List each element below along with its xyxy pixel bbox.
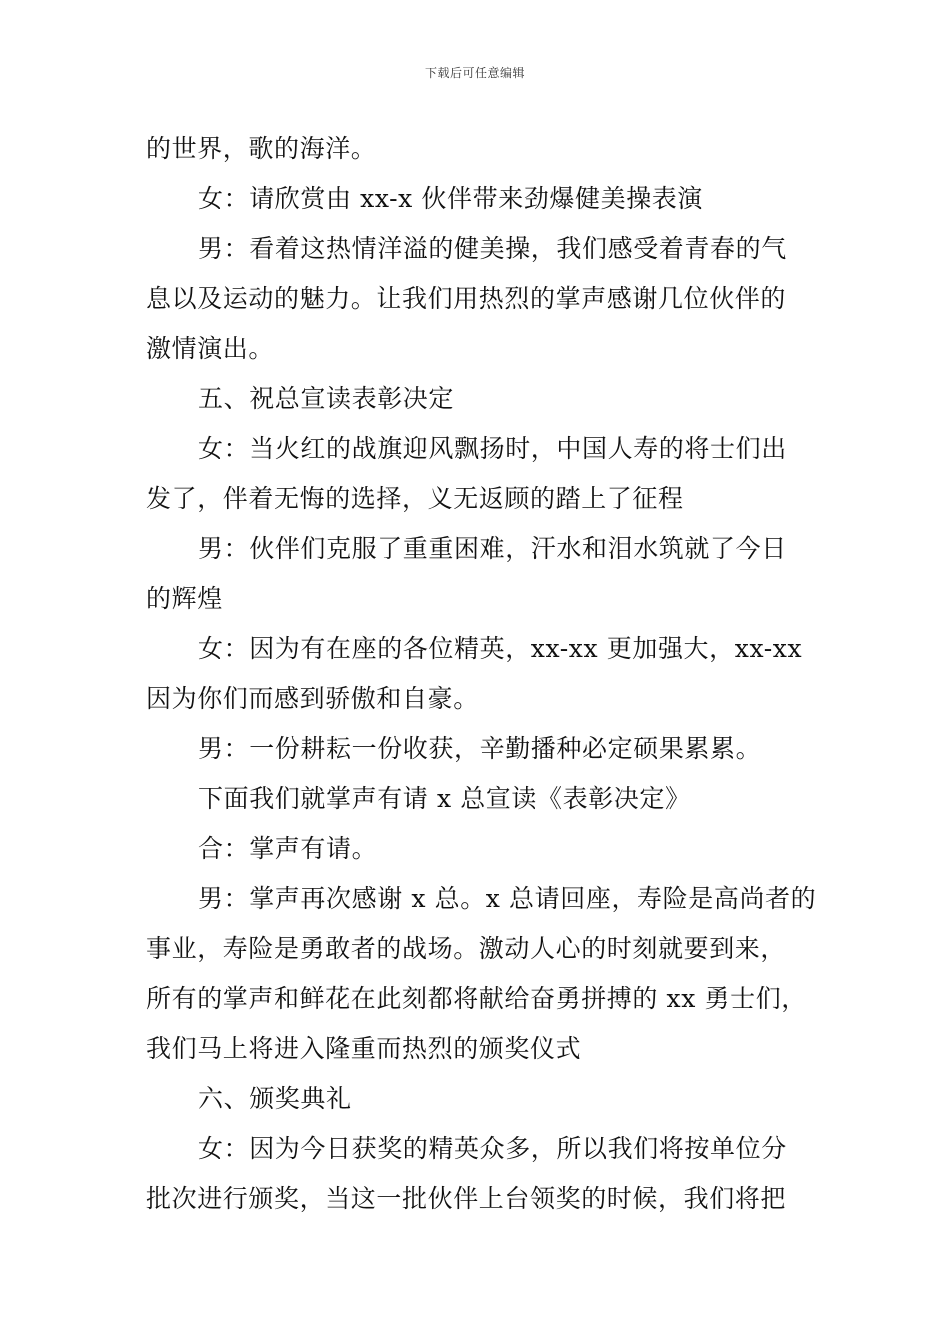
text-line: 的世界，歌的海洋。 <box>146 134 377 163</box>
text-line: 女：请欣赏由 xx-x 伙伴带来劲爆健美操表演 <box>198 184 704 213</box>
text-line: 女：因为今日获奖的精英众多，所以我们将按单位分 <box>198 1134 787 1163</box>
section-heading: 五、祝总宣读表彰决定 <box>198 384 455 413</box>
text-line: 事业，寿险是勇敢者的战场。激动人心的时刻就要到来， <box>146 934 787 963</box>
text-line: 激情演出。 <box>146 334 275 363</box>
text-line: 批次进行颁奖，当这一批伙伴上台领奖的时候，我们将把 <box>146 1184 787 1213</box>
text-line: 因为你们而感到骄傲和自豪。 <box>146 684 479 713</box>
text-line: 我们马上将进入隆重而热烈的颁奖仪式 <box>146 1034 582 1063</box>
text-line: 下面我们就掌声有请 x 总宣读《表彰决定》 <box>198 784 691 813</box>
text-line: 男：掌声再次感谢 x 总。x 总请回座，寿险是高尚者的 <box>198 884 817 913</box>
text-line: 息以及运动的魅力。让我们用热烈的掌声感谢几位伙伴的 <box>146 284 787 313</box>
text-line: 男：看着这热情洋溢的健美操，我们感受着青春的气 <box>198 234 787 263</box>
text-line: 合：掌声有请。 <box>198 834 378 863</box>
text-line: 男：一份耕耘一份收获，辛勤播种必定硕果累累。 <box>198 734 762 763</box>
text-line: 男：伙伴们克服了重重困难，汗水和泪水筑就了今日 <box>198 534 787 563</box>
text-line: 女：当火红的战旗迎风飘扬时，中国人寿的将士们出 <box>198 434 787 463</box>
document-body <box>146 124 817 1224</box>
text-line: 的辉煌 <box>146 584 223 613</box>
text-line: 女：因为有在座的各位精英，xx-xx 更加强大，xx-xx <box>198 634 803 663</box>
page-header: 下载后可任意编辑 <box>424 66 525 80</box>
section-heading: 六、颁奖典礼 <box>198 1084 352 1113</box>
text-line: 发了，伴着无悔的选择，义无返顾的踏上了征程 <box>146 484 684 513</box>
text-line: 所有的掌声和鲜花在此刻都将献给奋勇拼搏的 xx 勇士们， <box>146 984 807 1013</box>
